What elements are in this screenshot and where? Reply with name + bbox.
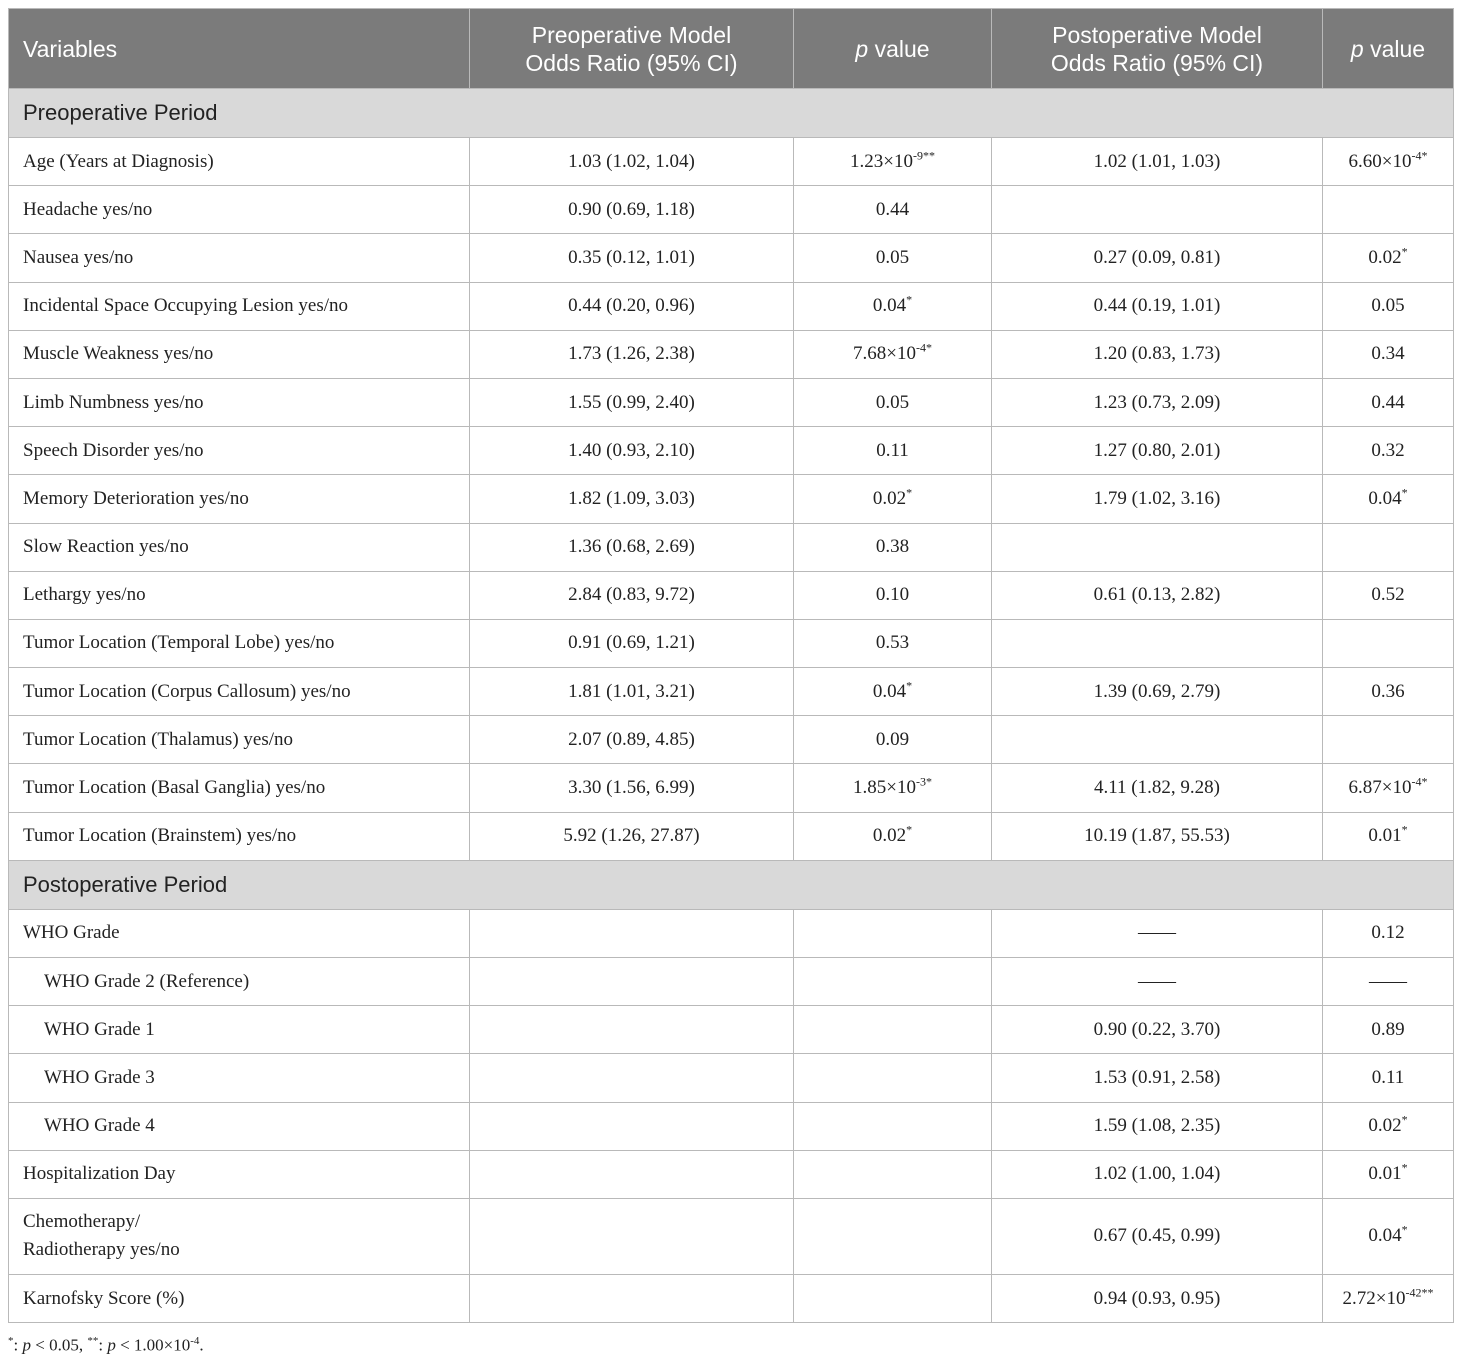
- pre-p-value-cell: [794, 716, 992, 764]
- variable-label: Slow Reaction yes/no: [23, 536, 189, 558]
- pre-p-significance: *: [906, 822, 913, 837]
- pre-odds-ratio-cell: 0.91 (0.69, 1.21): [470, 619, 794, 667]
- post-odds-ratio-cell: 1.20 (0.83, 1.73): [992, 330, 1323, 378]
- pre-p-value-cell: [794, 282, 992, 330]
- table-row: [9, 186, 1454, 234]
- pre-odds-ratio-cell: 2.07 (0.89, 4.85): [470, 716, 794, 764]
- post-odds-ratio-cell: 1.27 (0.80, 2.01): [992, 427, 1323, 475]
- table-row: [9, 1150, 1454, 1198]
- post-p-value: 6.87×10: [1348, 777, 1412, 799]
- pre-p-value: 0.10: [875, 584, 910, 606]
- post-p-value: 0.12: [1371, 922, 1405, 944]
- variable-cell: [9, 330, 470, 378]
- post-p-significance: *: [1401, 1112, 1408, 1127]
- variable-label: Chemotherapy/: [23, 1211, 141, 1233]
- table-row: [9, 1274, 1454, 1322]
- section-row: [9, 860, 1454, 909]
- footnote: [8, 1335, 204, 1356]
- post-odds-ratio-cell: 1.39 (0.69, 2.79): [992, 668, 1323, 716]
- table-row: [9, 1102, 1454, 1150]
- pre-p-value-cell: [794, 958, 992, 1006]
- header-p-italic: p: [1350, 35, 1364, 62]
- pre-odds-ratio-cell: [470, 1274, 794, 1322]
- variable-label: Incidental Space Occupying Lesion yes/no: [23, 295, 349, 317]
- post-p-value-cell: [1323, 186, 1454, 234]
- variable-cell: [9, 1102, 470, 1150]
- post-p-significance: *: [1401, 1223, 1408, 1238]
- pre-p-exponent: -3: [915, 774, 926, 789]
- footnote-star2: **: [87, 1335, 99, 1347]
- pre-odds-ratio-cell: 1.73 (1.26, 2.38): [470, 330, 794, 378]
- variable-label: WHO Grade 4: [44, 1115, 155, 1137]
- header-row: [9, 9, 1454, 89]
- pre-p-value: 0.11: [876, 439, 909, 461]
- table-row: [9, 378, 1454, 426]
- table-row: [9, 909, 1454, 957]
- variable-cell: [9, 812, 470, 860]
- table-row: [9, 138, 1454, 186]
- post-odds-ratio-cell: 4.11 (1.82, 9.28): [992, 764, 1323, 812]
- post-odds-ratio-cell: 0.90 (0.22, 3.70): [992, 1006, 1323, 1054]
- variable-label: Hospitalization Day: [23, 1163, 176, 1185]
- pre-p-value-cell: [794, 475, 992, 523]
- post-odds-ratio-cell: 0.67 (0.45, 0.99): [992, 1198, 1323, 1274]
- post-p-value: 0.01: [1368, 825, 1402, 847]
- header-variables: Variables: [9, 9, 470, 89]
- pre-p-value-cell: [794, 619, 992, 667]
- variable-label-line2: Radiotherapy yes/no: [23, 1239, 180, 1261]
- post-p-significance: **: [1421, 1285, 1434, 1300]
- post-p-value-cell: [1323, 958, 1454, 1006]
- variable-cell: [9, 1054, 470, 1102]
- pre-odds-ratio-cell: [470, 1102, 794, 1150]
- header-post-model: [992, 9, 1323, 89]
- pre-p-value-cell: [794, 1198, 992, 1274]
- variable-label: WHO Grade 1: [44, 1018, 155, 1040]
- pre-p-value: 0.38: [875, 536, 910, 558]
- pre-odds-ratio-cell: 0.44 (0.20, 0.96): [470, 282, 794, 330]
- post-p-value: 0.02: [1368, 1115, 1402, 1137]
- header-pre-model: [470, 9, 794, 89]
- post-p-value: 0.32: [1371, 439, 1405, 461]
- post-p-value: 0.34: [1371, 343, 1405, 365]
- footnote-p1: p: [22, 1335, 31, 1355]
- post-p-value: 0.02: [1368, 246, 1402, 268]
- pre-odds-ratio-cell: 5.92 (1.26, 27.87): [470, 812, 794, 860]
- pre-odds-ratio-cell: 1.82 (1.09, 3.03): [470, 475, 794, 523]
- variable-label: WHO Grade 3: [44, 1066, 155, 1088]
- pre-p-value: 0.02: [872, 487, 907, 509]
- post-p-significance: *: [1421, 774, 1428, 789]
- variable-label: Muscle Weakness yes/no: [23, 343, 214, 365]
- pre-p-value-cell: [794, 1150, 992, 1198]
- table-row: [9, 282, 1454, 330]
- pre-odds-ratio-cell: 1.40 (0.93, 2.10): [470, 427, 794, 475]
- footnote-text2: < 1.00×10: [115, 1335, 191, 1355]
- variable-label: Nausea yes/no: [23, 246, 134, 268]
- variable-label: Speech Disorder yes/no: [23, 439, 204, 461]
- post-odds-ratio-cell: 0.44 (0.19, 1.01): [992, 282, 1323, 330]
- variable-label: Karnofsky Score (%): [23, 1287, 185, 1309]
- section-row: [9, 89, 1454, 138]
- header-pre-model-line2: Odds Ratio (95% CI): [525, 49, 738, 76]
- header-pre-p-value: [794, 9, 992, 89]
- pre-p-value: 0.02: [872, 825, 907, 847]
- table-row: [9, 668, 1454, 716]
- pre-odds-ratio-cell: 1.81 (1.01, 3.21): [470, 668, 794, 716]
- post-p-value-cell: [1323, 1274, 1454, 1322]
- post-p-exponent: -4: [1411, 148, 1422, 163]
- pre-odds-ratio-cell: [470, 1006, 794, 1054]
- pre-p-value: 0.53: [875, 632, 910, 654]
- pre-p-value-cell: [794, 668, 992, 716]
- pre-p-value: 0.09: [875, 728, 910, 750]
- post-p-value: 0.04: [1368, 1225, 1402, 1247]
- table-row: [9, 523, 1454, 571]
- variable-label: Tumor Location (Brainstem) yes/no: [23, 825, 297, 847]
- post-odds-ratio-cell: 1.23 (0.73, 2.09): [992, 378, 1323, 426]
- post-p-value: ——: [1369, 970, 1407, 992]
- variable-label: WHO Grade 2 (Reference): [44, 970, 250, 992]
- pre-p-value: 7.68×10: [853, 343, 916, 365]
- post-odds-ratio-cell: [992, 523, 1323, 571]
- header-p-rest: value: [868, 35, 930, 62]
- variable-cell: [9, 668, 470, 716]
- post-p-value-cell: [1323, 330, 1454, 378]
- post-odds-ratio-cell: 1.59 (1.08, 2.35): [992, 1102, 1323, 1150]
- pre-p-value-cell: [794, 1274, 992, 1322]
- variable-cell: [9, 378, 470, 426]
- variable-label: Tumor Location (Temporal Lobe) yes/no: [23, 632, 335, 654]
- header-post-p-value: [1323, 9, 1454, 89]
- pre-p-value-cell: [794, 812, 992, 860]
- table-body: [9, 89, 1454, 1323]
- post-p-value: 0.36: [1371, 680, 1405, 702]
- post-p-value: 0.11: [1371, 1066, 1405, 1088]
- pre-p-exponent: -4: [915, 341, 926, 356]
- variable-label: Headache yes/no: [23, 198, 153, 220]
- pre-p-exponent: -9: [912, 148, 923, 163]
- post-p-exponent: -4: [1411, 774, 1422, 789]
- pre-p-value: 0.05: [875, 391, 910, 413]
- post-p-value-cell: [1323, 427, 1454, 475]
- post-p-value: 0.01: [1368, 1163, 1402, 1185]
- post-p-value: 0.89: [1371, 1018, 1405, 1040]
- header-p-rest: value: [1363, 35, 1426, 62]
- footnote-end: .: [199, 1335, 204, 1355]
- pre-p-value: 1.23×10: [850, 150, 913, 172]
- pre-p-significance: **: [922, 148, 935, 163]
- pre-odds-ratio-cell: 1.55 (0.99, 2.40): [470, 378, 794, 426]
- variable-cell: [9, 1274, 470, 1322]
- post-p-value-cell: [1323, 138, 1454, 186]
- post-odds-ratio-cell: [992, 186, 1323, 234]
- table-row: [9, 330, 1454, 378]
- variable-cell: [9, 475, 470, 523]
- pre-p-value-cell: [794, 1006, 992, 1054]
- footnote-p2: p: [107, 1335, 116, 1355]
- post-p-value-cell: [1323, 571, 1454, 619]
- pre-odds-ratio-cell: 1.03 (1.02, 1.04): [470, 138, 794, 186]
- post-p-significance: *: [1401, 822, 1408, 837]
- pre-p-value-cell: [794, 1054, 992, 1102]
- post-p-value-cell: [1323, 909, 1454, 957]
- post-odds-ratio-cell: ——: [992, 909, 1323, 957]
- pre-p-significance: *: [906, 485, 913, 500]
- table-row: [9, 716, 1454, 764]
- table-row: [9, 619, 1454, 667]
- variable-cell: [9, 571, 470, 619]
- post-p-value-cell: [1323, 764, 1454, 812]
- post-odds-ratio-cell: 0.61 (0.13, 2.82): [992, 571, 1323, 619]
- variable-cell: [9, 282, 470, 330]
- post-p-value-cell: [1323, 234, 1454, 282]
- footnote-text1: < 0.05,: [30, 1335, 88, 1355]
- table-row: [9, 1006, 1454, 1054]
- post-p-value-cell: [1323, 1006, 1454, 1054]
- variable-cell: [9, 764, 470, 812]
- post-p-value-cell: [1323, 1102, 1454, 1150]
- variable-label: Tumor Location (Basal Ganglia) yes/no: [23, 777, 326, 799]
- variable-cell: [9, 909, 470, 957]
- variable-cell: [9, 427, 470, 475]
- table-row: [9, 571, 1454, 619]
- post-p-value-cell: [1323, 1150, 1454, 1198]
- post-odds-ratio-cell: 1.53 (0.91, 2.58): [992, 1054, 1323, 1102]
- variable-cell: [9, 1006, 470, 1054]
- post-p-significance: *: [1401, 244, 1408, 259]
- post-p-value-cell: [1323, 378, 1454, 426]
- post-odds-ratio-cell: 1.79 (1.02, 3.16): [992, 475, 1323, 523]
- pre-p-significance: *: [925, 341, 932, 356]
- pre-p-significance: *: [925, 774, 932, 789]
- post-p-value-cell: [1323, 1198, 1454, 1274]
- post-p-value: 2.72×10: [1342, 1287, 1406, 1309]
- pre-p-value: 1.85×10: [853, 777, 916, 799]
- variable-cell: [9, 958, 470, 1006]
- pre-p-value-cell: [794, 909, 992, 957]
- post-p-value-cell: [1323, 523, 1454, 571]
- pre-odds-ratio-cell: [470, 1150, 794, 1198]
- pre-odds-ratio-cell: 0.35 (0.12, 1.01): [470, 234, 794, 282]
- variable-cell: [9, 523, 470, 571]
- post-p-value-cell: [1323, 619, 1454, 667]
- table-row: [9, 427, 1454, 475]
- variable-cell: [9, 186, 470, 234]
- post-odds-ratio-cell: 10.19 (1.87, 55.53): [992, 812, 1323, 860]
- table-row: [9, 1054, 1454, 1102]
- variable-label: Memory Deterioration yes/no: [23, 487, 249, 509]
- pre-odds-ratio-cell: [470, 1054, 794, 1102]
- section-title: Preoperative Period: [9, 89, 1454, 138]
- post-odds-ratio-cell: 1.02 (1.01, 1.03): [992, 138, 1323, 186]
- section-title: Postoperative Period: [9, 860, 1454, 909]
- footnote-sep1: :: [13, 1335, 23, 1355]
- post-p-value: 0.44: [1371, 391, 1405, 413]
- pre-p-value-cell: [794, 234, 992, 282]
- variable-cell: [9, 234, 470, 282]
- pre-p-value: 0.44: [875, 198, 910, 220]
- variable-cell: [9, 138, 470, 186]
- pre-p-value-cell: [794, 523, 992, 571]
- post-p-significance: *: [1401, 485, 1408, 500]
- pre-p-value-cell: [794, 764, 992, 812]
- post-odds-ratio-cell: [992, 716, 1323, 764]
- table-row: [9, 234, 1454, 282]
- post-p-significance: *: [1421, 148, 1428, 163]
- post-p-value: 0.05: [1371, 295, 1405, 317]
- variable-label: Age (Years at Diagnosis): [23, 150, 214, 172]
- pre-p-value-cell: [794, 330, 992, 378]
- pre-odds-ratio-cell: 3.30 (1.56, 6.99): [470, 764, 794, 812]
- variable-cell: [9, 716, 470, 764]
- post-p-value-cell: [1323, 1054, 1454, 1102]
- footnote-star1: *: [8, 1335, 14, 1347]
- post-p-value: 6.60×10: [1348, 150, 1412, 172]
- pre-odds-ratio-cell: 2.84 (0.83, 9.72): [470, 571, 794, 619]
- post-p-significance: *: [1401, 1161, 1408, 1176]
- table-row: [9, 764, 1454, 812]
- post-odds-ratio-cell: 1.02 (1.00, 1.04): [992, 1150, 1323, 1198]
- table-row: [9, 812, 1454, 860]
- post-p-value: 0.04: [1368, 487, 1402, 509]
- pre-p-significance: *: [906, 678, 913, 693]
- pre-p-value-cell: [794, 378, 992, 426]
- pre-odds-ratio-cell: [470, 909, 794, 957]
- header-post-model-line2: Odds Ratio (95% CI): [1050, 49, 1264, 76]
- pre-p-value: 0.05: [875, 246, 910, 268]
- variable-label: Limb Numbness yes/no: [23, 391, 204, 413]
- header-post-model-line1: Postoperative Model: [1052, 21, 1262, 48]
- post-odds-ratio-cell: 0.27 (0.09, 0.81): [992, 234, 1323, 282]
- post-p-value-cell: [1323, 282, 1454, 330]
- table-row: [9, 475, 1454, 523]
- footnote-exp: -4: [190, 1335, 200, 1347]
- post-odds-ratio-cell: [992, 619, 1323, 667]
- post-p-exponent: -42: [1405, 1285, 1422, 1300]
- post-p-value-cell: [1323, 716, 1454, 764]
- header-p-italic: p: [855, 35, 869, 62]
- odds-ratio-table: [8, 8, 1454, 1323]
- pre-p-value-cell: [794, 427, 992, 475]
- footnote-sep2: :: [98, 1335, 108, 1355]
- variable-label: Tumor Location (Corpus Callosum) yes/no: [23, 680, 351, 702]
- header-pre-model-line1: Preoperative Model: [531, 21, 732, 48]
- pre-odds-ratio-cell: [470, 1198, 794, 1274]
- post-p-value: 0.52: [1371, 584, 1405, 606]
- pre-p-value-cell: [794, 138, 992, 186]
- pre-p-significance: *: [906, 292, 913, 307]
- post-odds-ratio-cell: ——: [992, 958, 1323, 1006]
- variable-cell: [9, 1198, 470, 1274]
- pre-odds-ratio-cell: [470, 958, 794, 1006]
- variable-cell: [9, 619, 470, 667]
- pre-p-value-cell: [794, 1102, 992, 1150]
- pre-p-value: 0.04: [872, 295, 907, 317]
- table-row: [9, 1198, 1454, 1274]
- variable-label: WHO Grade: [23, 922, 120, 944]
- pre-p-value-cell: [794, 186, 992, 234]
- variable-cell: [9, 1150, 470, 1198]
- variable-label: Tumor Location (Thalamus) yes/no: [23, 728, 294, 750]
- post-p-value-cell: [1323, 812, 1454, 860]
- pre-p-value-cell: [794, 571, 992, 619]
- table-row: [9, 958, 1454, 1006]
- pre-odds-ratio-cell: 0.90 (0.69, 1.18): [470, 186, 794, 234]
- pre-p-value: 0.04: [872, 680, 907, 702]
- variable-label: Lethargy yes/no: [23, 584, 146, 606]
- post-odds-ratio-cell: 0.94 (0.93, 0.95): [992, 1274, 1323, 1322]
- pre-odds-ratio-cell: 1.36 (0.68, 2.69): [470, 523, 794, 571]
- post-p-value-cell: [1323, 475, 1454, 523]
- post-p-value-cell: [1323, 668, 1454, 716]
